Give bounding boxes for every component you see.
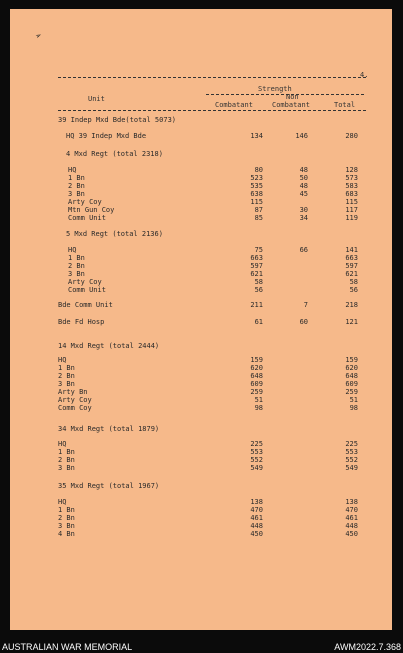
combatant-value: 549 <box>250 464 263 472</box>
combatant-value: 450 <box>250 530 263 538</box>
combatant-value: 620 <box>250 364 263 372</box>
unit-label: 2 Bn <box>58 456 75 464</box>
unit-label: 1 Bn <box>68 174 85 182</box>
unit-label: 39 Indep Mxd Bde(total 5073) <box>58 116 177 124</box>
header-total: Total <box>334 101 356 109</box>
combatant-value: 98 <box>254 404 263 412</box>
unit-label: 3 Bn <box>58 464 75 472</box>
unit-label: HQ <box>68 166 77 174</box>
unit-label: Comm Coy <box>58 404 92 412</box>
header-combatant: Combatant <box>215 101 253 109</box>
total-value: 583 <box>345 182 358 190</box>
combatant-value: 115 <box>250 198 263 206</box>
unit-label: 35 Mxd Regt (total 1967) <box>58 482 160 490</box>
unit-label: 1 Bn <box>68 254 85 262</box>
unit-label: 2 Bn <box>58 514 75 522</box>
unit-label: HQ 39 Indep Mxd Bde <box>66 132 147 140</box>
unit-label: Arty Coy <box>58 396 92 404</box>
header-rule <box>58 110 366 111</box>
combatant-value: 553 <box>250 448 263 456</box>
top-rule <box>58 77 366 78</box>
unit-label: HQ <box>58 498 67 506</box>
non-combatant-value: 48 <box>299 166 308 174</box>
total-value: 620 <box>345 364 358 372</box>
table-row <box>10 301 392 310</box>
combatant-value: 80 <box>254 166 263 174</box>
combatant-value: 552 <box>250 456 263 464</box>
unit-label: Bde Comm Unit <box>58 301 113 309</box>
table-row <box>10 482 392 491</box>
combatant-value: 85 <box>254 214 263 222</box>
total-value: 56 <box>349 286 358 294</box>
combatant-value: 51 <box>254 396 263 404</box>
non-combatant-value: 30 <box>299 206 308 214</box>
unit-label: 3 Bn <box>68 270 85 278</box>
combatant-value: 58 <box>254 278 263 286</box>
total-value: 280 <box>345 132 358 140</box>
combatant-value: 138 <box>250 498 263 506</box>
total-value: 609 <box>345 380 358 388</box>
non-combatant-value: 34 <box>299 214 308 222</box>
unit-label: 34 Mxd Regt (total 1879) <box>58 425 160 433</box>
combatant-value: 609 <box>250 380 263 388</box>
total-value: 119 <box>345 214 358 222</box>
total-value: 98 <box>349 404 358 412</box>
total-value: 573 <box>345 174 358 182</box>
combatant-value: 461 <box>250 514 263 522</box>
unit-label: Comm Unit <box>68 214 106 222</box>
non-combatant-value: 45 <box>299 190 308 198</box>
header-non-combatant: Combatant <box>272 101 310 109</box>
total-value: 683 <box>345 190 358 198</box>
footer-reference: AWM2022.7.368 <box>334 642 401 652</box>
combatant-value: 75 <box>254 246 263 254</box>
combatant-value: 211 <box>250 301 263 309</box>
total-value: 648 <box>345 372 358 380</box>
unit-label: 2 Bn <box>68 182 85 190</box>
total-value: 621 <box>345 270 358 278</box>
total-value: 448 <box>345 522 358 530</box>
table-row <box>10 318 392 327</box>
table-row <box>10 150 392 159</box>
header-non: Non <box>286 93 299 101</box>
total-value: 138 <box>345 498 358 506</box>
unit-label: Arty Coy <box>68 198 102 206</box>
archive-footer <box>0 640 403 653</box>
unit-label: Mtn Gun Coy <box>68 206 115 214</box>
combatant-value: 621 <box>250 270 263 278</box>
table-row <box>10 132 392 141</box>
combatant-value: 61 <box>254 318 263 326</box>
combatant-value: 638 <box>250 190 263 198</box>
unit-label: Arty Coy <box>68 278 102 286</box>
total-value: 450 <box>345 530 358 538</box>
total-value: 141 <box>345 246 358 254</box>
total-value: 597 <box>345 262 358 270</box>
header-strength: Strength <box>258 85 292 93</box>
unit-label: 1 Bn <box>58 448 75 456</box>
non-combatant-value: 146 <box>295 132 308 140</box>
unit-label: 14 Mxd Regt (total 2444) <box>58 342 160 350</box>
combatant-value: 56 <box>254 286 263 294</box>
table-row <box>10 116 392 125</box>
unit-label: Arty Bn <box>58 388 88 396</box>
total-value: 218 <box>345 301 358 309</box>
combatant-value: 648 <box>250 372 263 380</box>
total-value: 461 <box>345 514 358 522</box>
total-value: 115 <box>345 198 358 206</box>
combatant-value: 470 <box>250 506 263 514</box>
combatant-value: 259 <box>250 388 263 396</box>
table-row <box>10 404 392 413</box>
unit-label: HQ <box>68 246 77 254</box>
table-row <box>10 342 392 351</box>
total-value: 663 <box>345 254 358 262</box>
total-value: 225 <box>345 440 358 448</box>
unit-label: 3 Bn <box>58 522 75 530</box>
unit-label: HQ <box>58 356 67 364</box>
unit-label: 3 Bn <box>68 190 85 198</box>
unit-label: 1 Bn <box>58 364 75 372</box>
unit-label: 2 Bn <box>68 262 85 270</box>
unit-label: 4 Mxd Regt (total 2318) <box>66 150 163 158</box>
non-combatant-value: 60 <box>299 318 308 326</box>
unit-label: HQ <box>58 440 67 448</box>
table-row <box>10 214 392 223</box>
total-value: 470 <box>345 506 358 514</box>
combatant-value: 87 <box>254 206 263 214</box>
non-combatant-value: 7 <box>303 301 308 309</box>
combatant-value: 159 <box>250 356 263 364</box>
table-row <box>10 425 392 434</box>
total-value: 121 <box>345 318 358 326</box>
strength-rule <box>206 94 364 95</box>
table-row <box>10 464 392 473</box>
total-value: 58 <box>349 278 358 286</box>
table-row <box>10 286 392 295</box>
total-value: 553 <box>345 448 358 456</box>
combatant-value: 448 <box>250 522 263 530</box>
unit-label: 1 Bn <box>58 506 75 514</box>
unit-label: Bde Fd Hosp <box>58 318 105 326</box>
total-value: 51 <box>349 396 358 404</box>
footer-institution: AUSTRALIAN WAR MEMORIAL <box>2 642 133 652</box>
unit-label: 3 Bn <box>58 380 75 388</box>
combatant-value: 535 <box>250 182 263 190</box>
unit-label: 4 Bn <box>58 530 75 538</box>
table-row <box>10 530 392 539</box>
total-value: 117 <box>345 206 358 214</box>
total-value: 549 <box>345 464 358 472</box>
combatant-value: 597 <box>250 262 263 270</box>
non-combatant-value: 66 <box>299 246 308 254</box>
non-combatant-value: 48 <box>299 182 308 190</box>
unit-label: 2 Bn <box>58 372 75 380</box>
combatant-value: 663 <box>250 254 263 262</box>
total-value: 128 <box>345 166 358 174</box>
unit-label: Comm Unit <box>68 286 106 294</box>
corner-mark: ➢ <box>33 30 45 43</box>
combatant-value: 134 <box>250 132 263 140</box>
combatant-value: 225 <box>250 440 263 448</box>
page-number: 4. <box>360 71 369 79</box>
total-value: 159 <box>345 356 358 364</box>
total-value: 552 <box>345 456 358 464</box>
document-page <box>10 9 392 630</box>
total-value: 259 <box>345 388 358 396</box>
non-combatant-value: 50 <box>299 174 308 182</box>
table-row <box>10 230 392 239</box>
unit-label: 5 Mxd Regt (total 2136) <box>66 230 163 238</box>
combatant-value: 523 <box>250 174 263 182</box>
header-unit: Unit <box>88 95 105 103</box>
